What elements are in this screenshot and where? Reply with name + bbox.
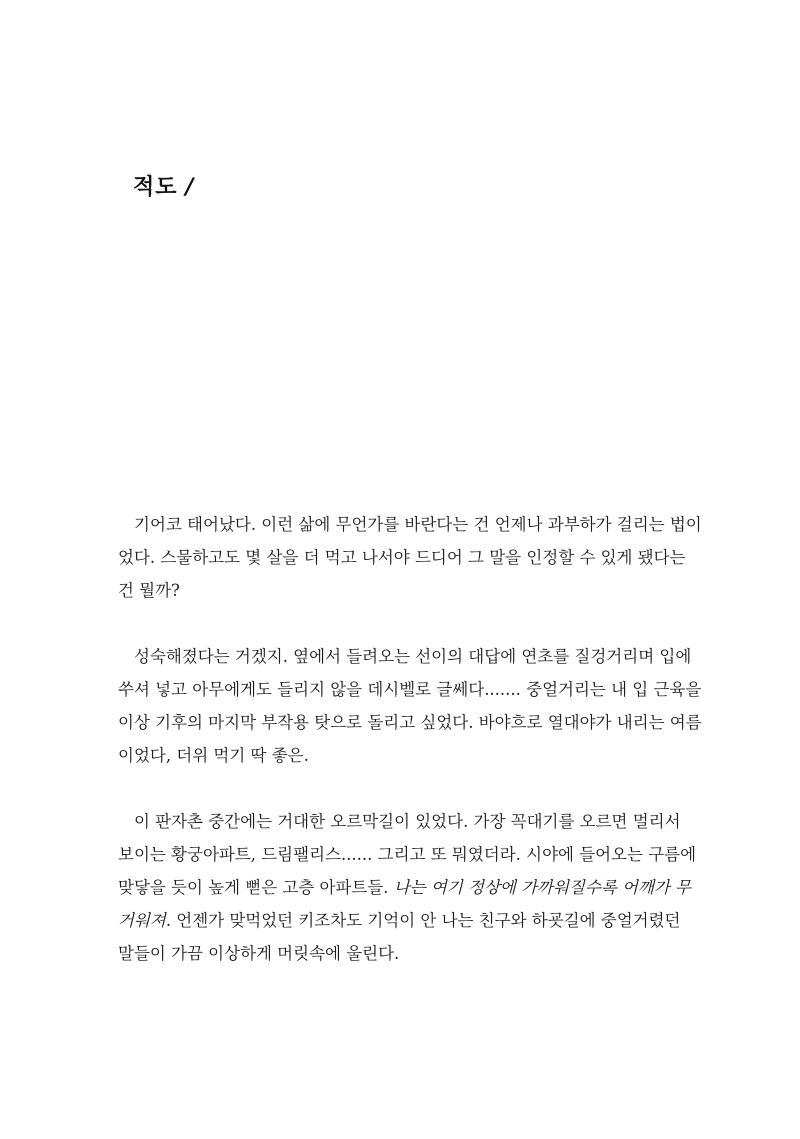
text-line: 이상 기후의 마지막 부작용 탓으로 돌리고 싶었다. 바야흐로 열대야가 내리는 여름: [118, 713, 702, 732]
chapter-heading: [133, 170, 195, 201]
text-run: 언젠가 맞먹었던 키조차도 기억이 안 나는 친구와 하굣길에 중얼거렸던: [171, 911, 681, 930]
text-line: 이 판자촌 중간에는 거대한 오르막길이 있었다. 가장 꼭대기를 오르면 멀리서: [134, 812, 681, 831]
text-line: 성숙해졌다는 거겠지. 옆에서 들려오는 선이의 대답에 연초를 질겅거리며 입에: [134, 647, 692, 666]
text-line: 었다. 스물하고도 몇 살을 더 먹고 나서야 드디어 그 말을 인정할 수 있게 됐다는: [118, 548, 686, 567]
paragraph-2: [118, 640, 718, 772]
text-line: 보이는 황궁아파트, 드림팰리스...... 그리고 또 뭐였더라. 시야에 들어오는 구름에: [118, 845, 697, 864]
italic-text-run: 거워져.: [118, 911, 172, 930]
text-line: 이었다, 더위 먹기 딱 좋은.: [118, 746, 309, 765]
text-line: [118, 904, 718, 937]
paragraph-3: [118, 805, 718, 970]
chapter-title: 적도: [133, 175, 178, 200]
text-line: [118, 871, 718, 904]
paragraph-1: [118, 508, 718, 607]
text-line: 건 뭘까?: [118, 581, 180, 600]
text-run: 맞닿을 듯이 높게 뻗은 고층 아파트들.: [118, 878, 394, 897]
body-text: [118, 508, 718, 1003]
chapter-title-slash: /: [185, 175, 195, 200]
text-line: 기어코 태어났다. 이런 삶에 무언가를 바란다는 건 언제나 과부하가 걸리는 법이: [134, 515, 702, 534]
italic-text-run: 나는 여기 정상에 가까워질수록 어깨가 무: [393, 878, 691, 897]
text-line: 말들이 가끔 이상하게 머릿속에 울린다.: [118, 944, 400, 963]
text-line: 쑤셔 넣고 아무에게도 들리지 않을 데시벨로 글쎄다....... 중얼거리는 내 입 근육을: [118, 680, 702, 699]
